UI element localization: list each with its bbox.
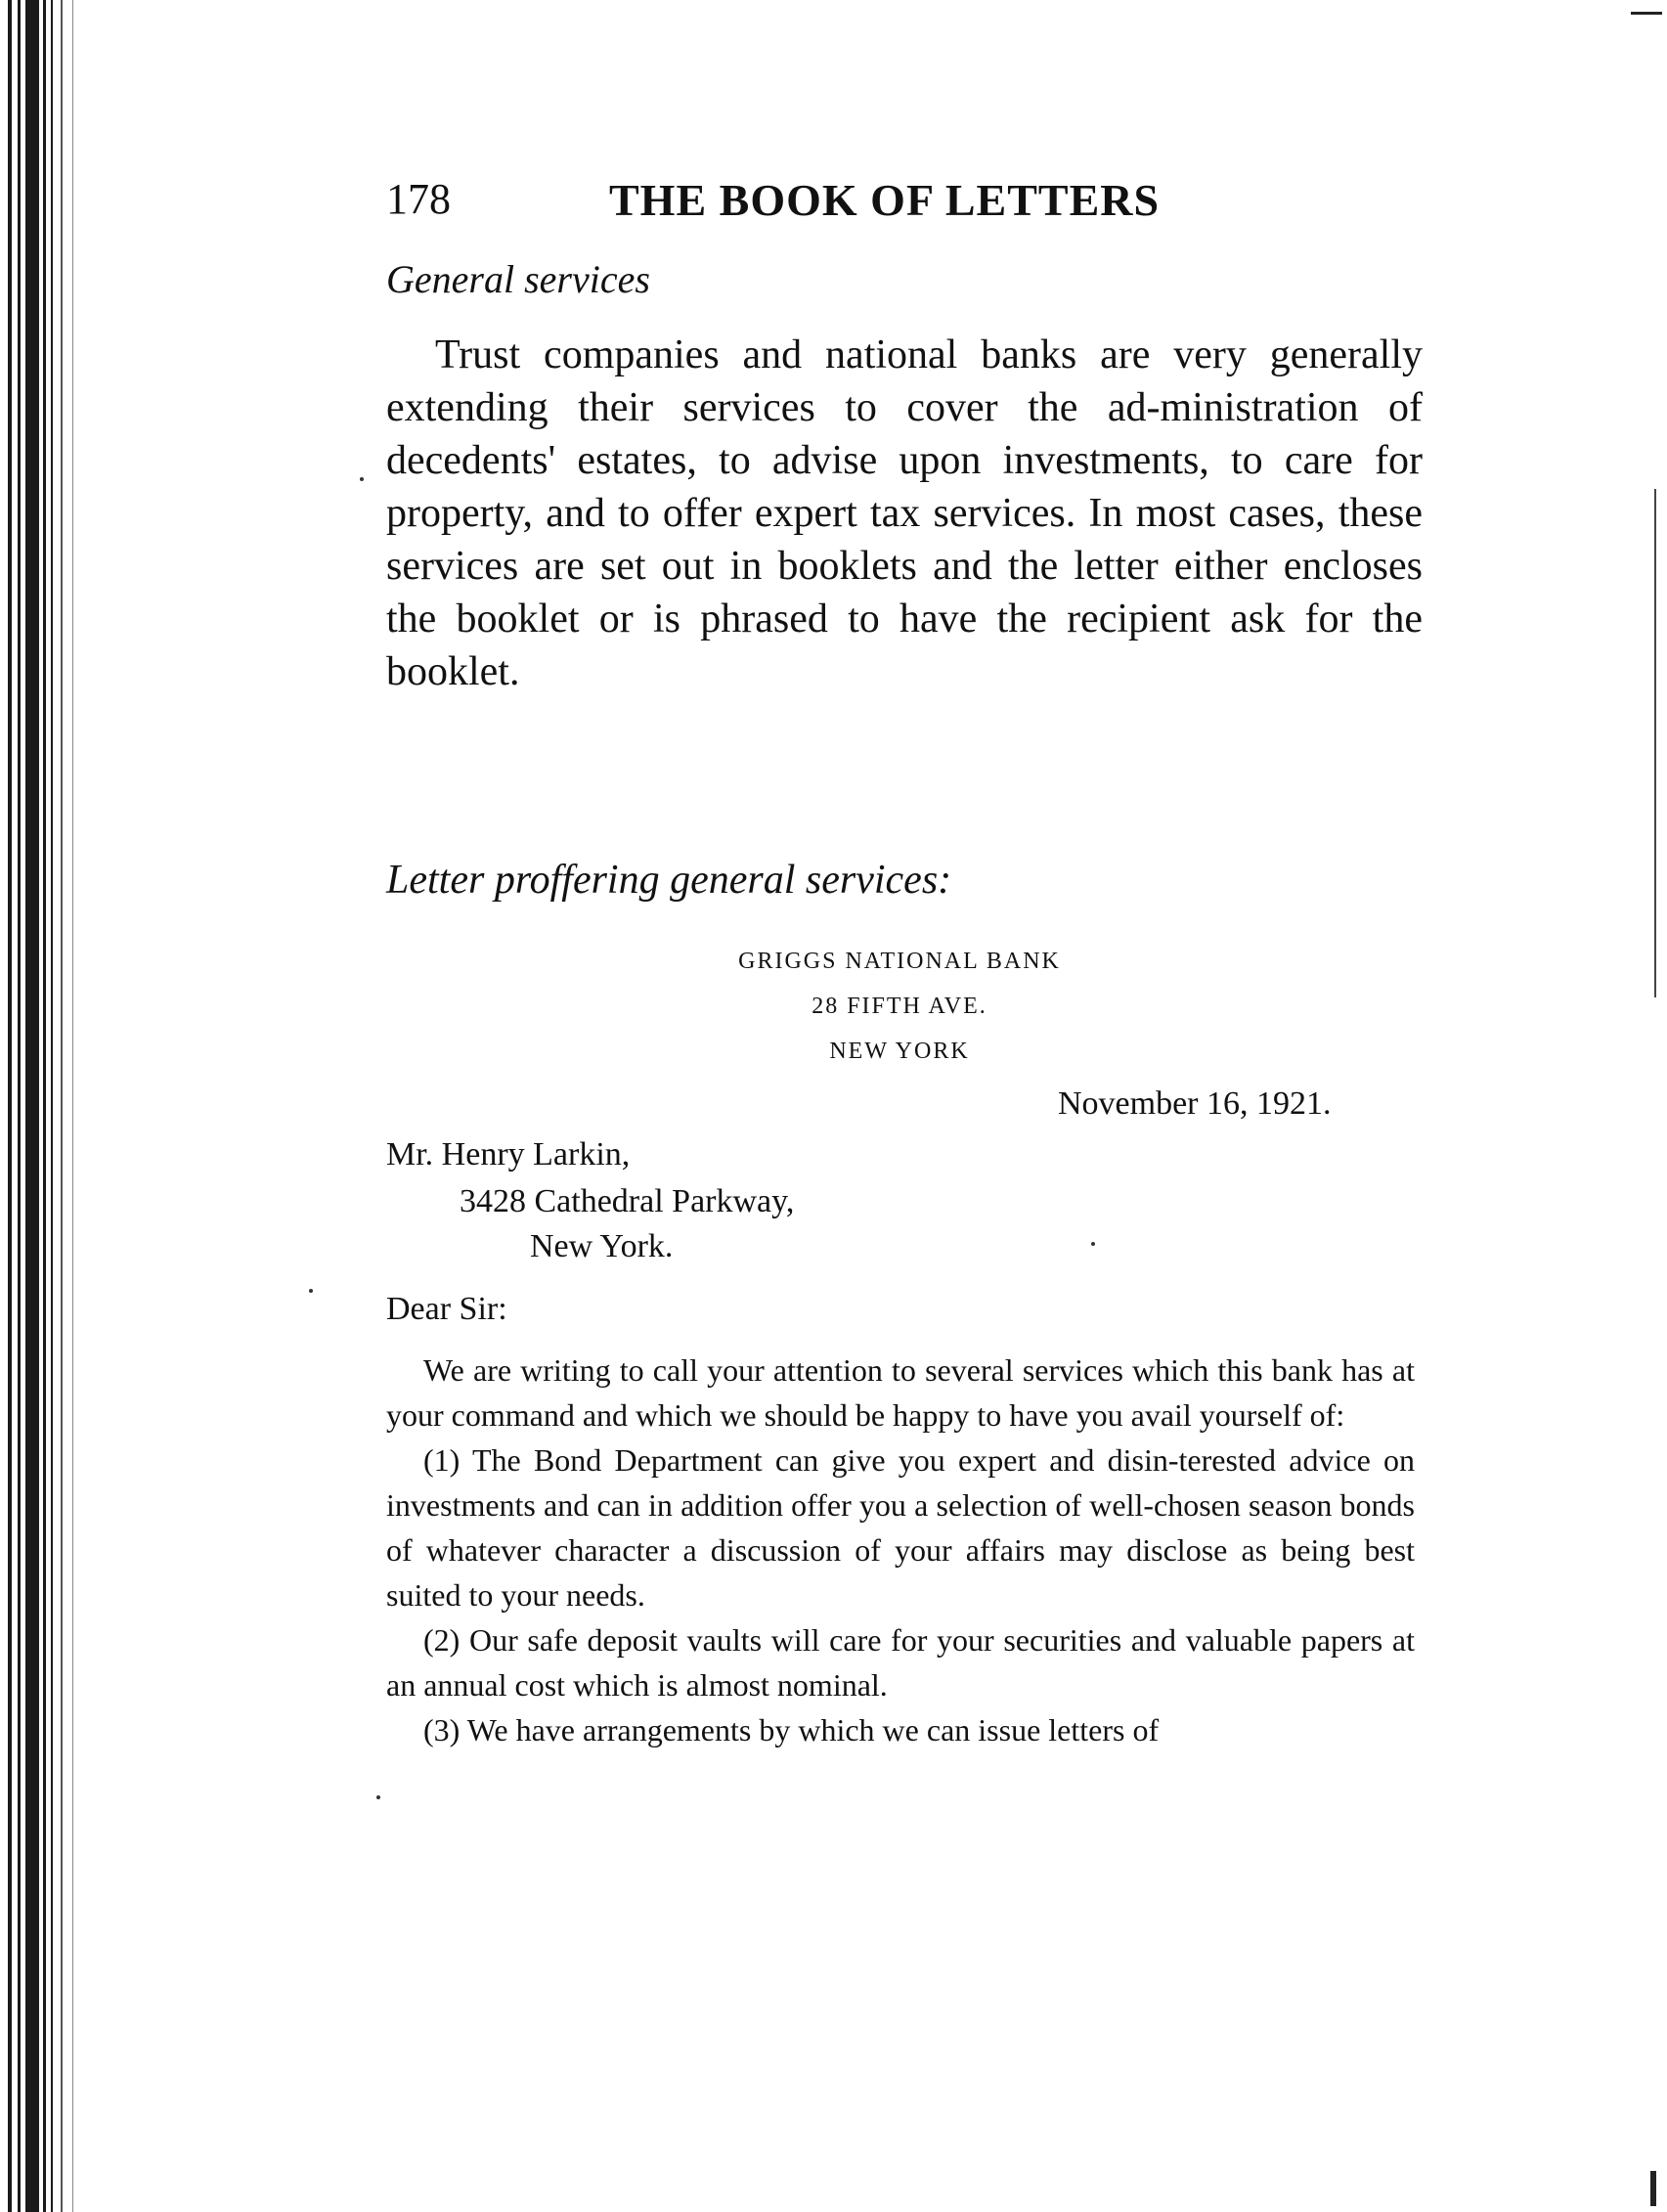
letter-heading: Letter proffering general services: bbox=[386, 858, 952, 903]
recipient-city: New York. bbox=[530, 1228, 674, 1264]
letter-paragraph-safe-deposit: (2) Our safe deposit vaults will care for your securities and valuable papers at an annual cost which is almost nominal. bbox=[386, 1622, 1415, 1703]
scan-speck bbox=[1091, 1242, 1095, 1246]
scan-mark-top-right bbox=[1631, 12, 1662, 15]
scan-speck bbox=[309, 1289, 313, 1293]
scan-mark-right-line bbox=[1654, 489, 1656, 997]
page-header bbox=[386, 174, 1423, 233]
letterhead-bank-name: GRIGGS NATIONAL BANK bbox=[738, 949, 1061, 974]
section-heading: General services bbox=[386, 257, 650, 301]
letter-date: November 16, 1921. bbox=[1058, 1085, 1332, 1122]
letter-body bbox=[386, 1348, 1415, 1752]
recipient-street: 3428 Cathedral Parkway, bbox=[460, 1183, 795, 1219]
letterhead-city: NEW YORK bbox=[829, 1039, 970, 1064]
intro-paragraph: Trust companies and national banks are very generally extending their services to cover the ad-ministration of decedents' estates, to advise upon investments, to care for property, and to offer expert tax services. In most cases, these services are set out in booklets and the letter either encloses the booklet or is phrased to have the recipient ask for the booklet. bbox=[386, 332, 1423, 694]
scan-speck bbox=[360, 477, 364, 481]
recipient-name: Mr. Henry Larkin, bbox=[386, 1136, 631, 1172]
scan-mark-bottom-right bbox=[1650, 2171, 1656, 2206]
letterhead-street: 28 FIFTH AVE. bbox=[812, 994, 987, 1019]
page-number: 178 bbox=[386, 175, 451, 223]
letter-paragraph-intro: We are writing to call your attention to several services which this bank has at your command and which we should be happy to have you avail yourself of: bbox=[386, 1352, 1415, 1433]
letter-paragraph-bond-department: (1) The Bond Department can give you expert and disin-terested advice on investments and can in addition offer you a selection of well-chosen season bonds of whatever character a discussion of your affairs may disclose as being best suited to your needs. bbox=[386, 1442, 1415, 1613]
letter-paragraph-letters-of-credit: (3) We have arrangements by which we can issue letters of bbox=[423, 1712, 1160, 1747]
binding-gutter bbox=[0, 0, 93, 2212]
running-title: THE BOOK OF LETTERS bbox=[609, 175, 1161, 225]
letterhead bbox=[684, 939, 1115, 1074]
scan-speck bbox=[376, 1795, 380, 1799]
salutation: Dear Sir: bbox=[386, 1291, 507, 1327]
